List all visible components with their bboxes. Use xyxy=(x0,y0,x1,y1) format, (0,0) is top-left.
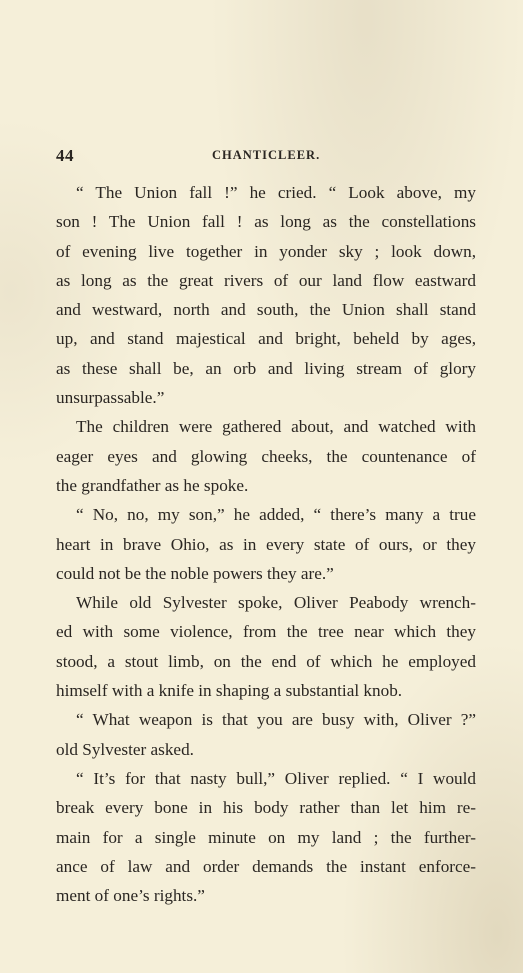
text-line: While old Sylvester spoke, Oliver Peabody wrench- xyxy=(76,593,476,613)
paragraph xyxy=(56,178,476,412)
paragraph xyxy=(56,588,476,705)
text-line: as these shall be, an orb and living stream of glory xyxy=(56,358,476,378)
paragraph xyxy=(56,500,476,588)
text-line: “ No, no, my son,” he added, “ there’s many a true xyxy=(76,505,476,525)
text-line: himself with a knife in shaping a substantial knob. xyxy=(56,681,403,701)
text-line: ment of one’s rights.” xyxy=(56,886,205,906)
text-line: stood, a stout limb, on the end of which he employed xyxy=(56,651,476,671)
text-line: The children were gathered about, and watched with xyxy=(76,417,476,437)
body-text xyxy=(56,178,476,910)
text-line: son ! The Union fall ! as long as the constellations xyxy=(56,212,476,232)
paragraph xyxy=(56,764,476,910)
text-line: and westward, north and south, the Union shall stand xyxy=(56,300,476,320)
text-line: as long as the great rivers of our land flow eastward xyxy=(56,270,476,290)
paragraph xyxy=(56,705,476,764)
running-head xyxy=(56,146,476,166)
text-line: the grandfather as he spoke. xyxy=(56,475,249,495)
text-line: break every bone in his body rather than let him re- xyxy=(56,798,476,818)
text-line: “ What weapon is that you are busy with, Oliver ?” xyxy=(76,710,476,730)
text-line: unsurpassable.” xyxy=(56,388,165,408)
running-title: CHANTICLEER. xyxy=(212,148,321,162)
text-line: “ The Union fall !” he cried. “ Look above, my xyxy=(76,183,476,202)
text-line: up, and stand majestical and bright, beheld by ages, xyxy=(56,329,476,349)
text-line: “ It’s for that nasty bull,” Oliver replied. “ I would xyxy=(76,768,476,788)
page-number: 44 xyxy=(56,146,74,165)
text-line: ed with some violence, from the tree near which they xyxy=(56,622,476,642)
text-line: old Sylvester asked. xyxy=(56,739,194,759)
text-line: of evening live together in yonder sky ; look down, xyxy=(56,241,476,261)
text-line: main for a single minute on my land ; the further- xyxy=(56,827,476,847)
paragraph xyxy=(56,412,476,500)
text-line: eager eyes and glowing cheeks, the countenance of xyxy=(56,446,476,466)
text-line: ance of law and order demands the instant enforce- xyxy=(56,856,476,876)
text-line: heart in brave Ohio, as in every state of ours, or they xyxy=(56,534,476,554)
text-line: could not be the noble powers they are.” xyxy=(56,563,334,583)
